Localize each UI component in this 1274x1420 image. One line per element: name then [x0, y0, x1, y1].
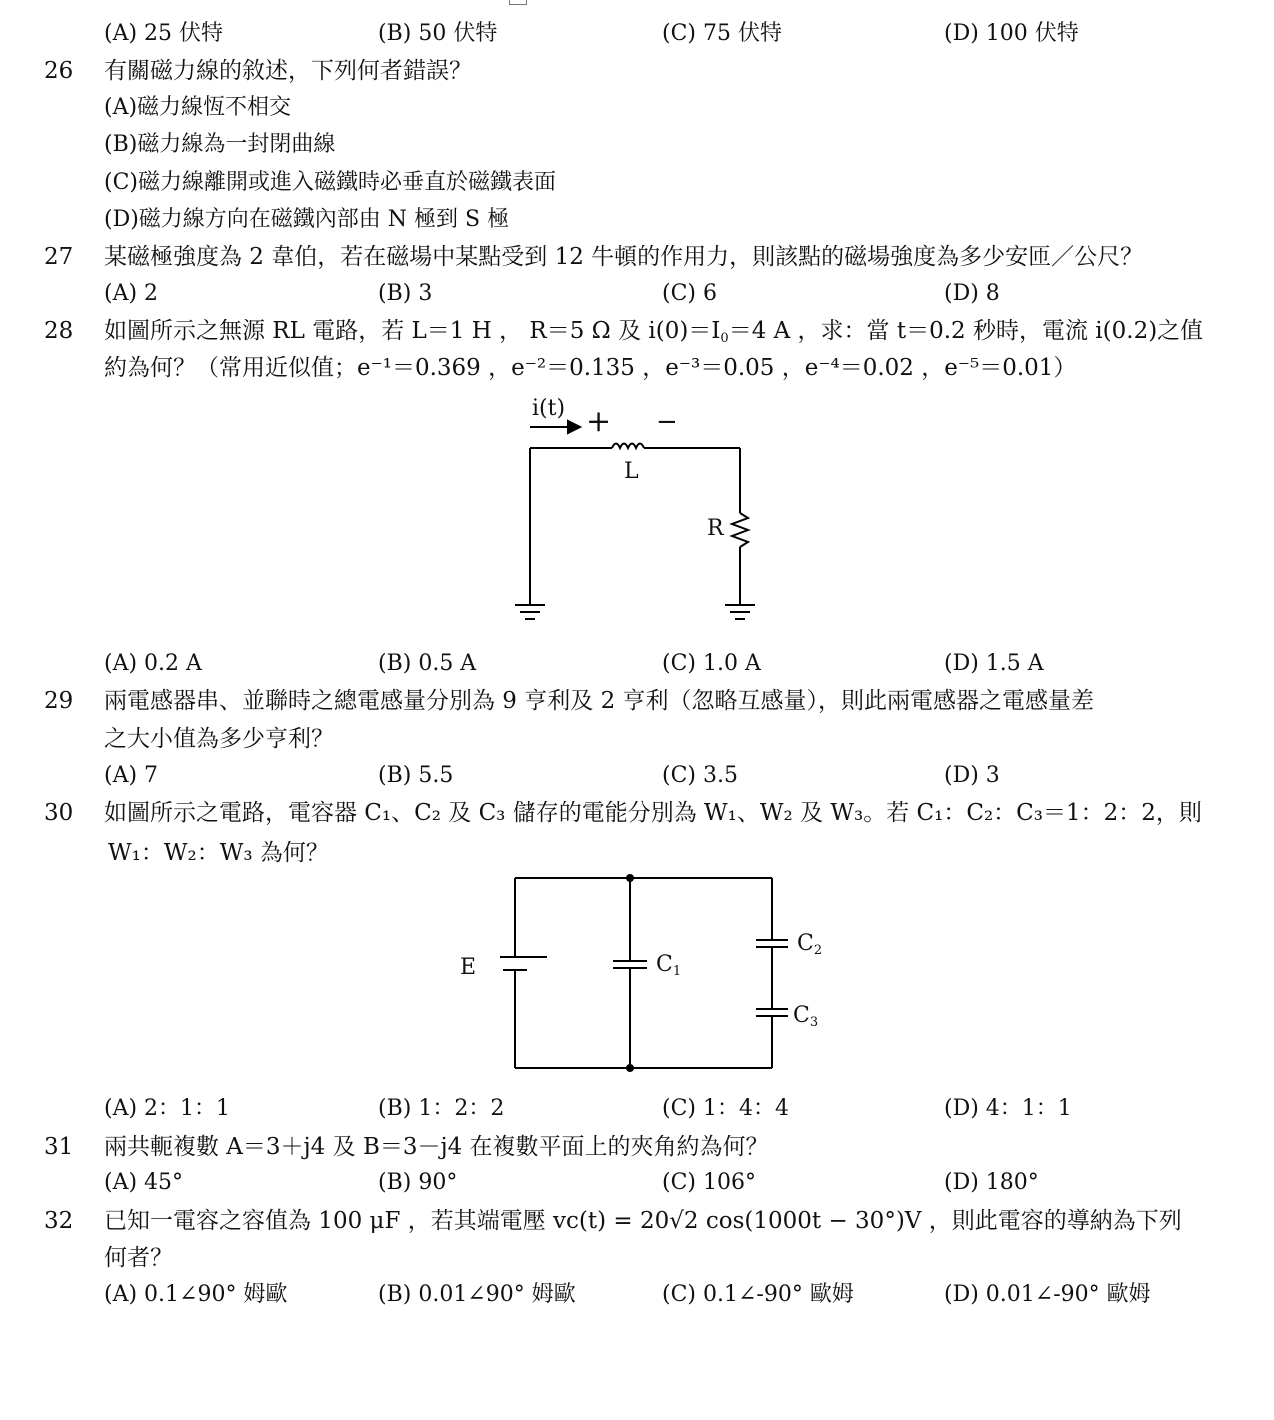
q26-option-a[interactable]: (A)磁力線恆不相交 [104, 95, 292, 120]
stem-text: ＝4 A ，求：當 t＝0.2 秒時，電流 i(0.2)之值 [728, 318, 1204, 344]
q31-option-a[interactable]: (A) 45° [104, 1170, 184, 1195]
q30-option-a[interactable]: (A) 2：1：1 [104, 1096, 231, 1121]
c1-subscript: 1 [672, 964, 682, 979]
q28-option-b[interactable]: (B) 0.5 A [378, 651, 477, 676]
subscript: 0 [720, 331, 729, 346]
c3-subscript: 3 [809, 1015, 819, 1030]
q31-option-c[interactable]: (C) 106° [662, 1170, 756, 1195]
question-stem-line-2: 約為何？（常用近似值；e⁻¹＝0.369 ，e⁻²＝0.135 ，e⁻³＝0.05 ，e⁻⁴＝0.02 ，e⁻⁵＝0.01） [104, 355, 1077, 381]
q26-option-b[interactable]: (B)磁力線為一封閉曲線 [104, 132, 336, 157]
question-stem-line-1: 已知一電容之容值為 100 μF ，若其端電壓 vc(t) = 20√2 cos(1000t − 30°)V ，則此電容的導納為下列 [104, 1208, 1182, 1234]
q29-option-c[interactable]: (C) 3.5 [662, 763, 738, 788]
q29-option-b[interactable]: (B) 5.5 [378, 763, 454, 788]
q29-option-d[interactable]: (D) 3 [944, 763, 1000, 788]
c2-label [797, 932, 822, 963]
inductor-label: L [624, 459, 639, 484]
q29-option-a[interactable]: (A) 7 [104, 763, 159, 788]
q32-option-c[interactable]: (C) 0.1∠-90° 歐姆 [662, 1282, 854, 1307]
q27-option-d[interactable]: (D) 8 [944, 281, 1000, 306]
c3-label [793, 1004, 818, 1035]
q28-option-d[interactable]: (D) 1.5 A [944, 651, 1044, 676]
question-stem: 某磁極強度為 2 韋伯，若在磁場中某點受到 12 牛頓的作用力，則該點的磁場強度為多少安匝／公尺？ [104, 244, 1144, 270]
minus-sign: − [656, 407, 678, 437]
capacitor-circuit-diagram [500, 868, 790, 1078]
q27-option-c[interactable]: (C) 6 [662, 281, 717, 306]
q26-option-c[interactable]: (C)磁力線離開或進入磁鐵時必垂直於磁鐵表面 [104, 170, 557, 195]
q27-option-b[interactable]: (B) 3 [378, 281, 433, 306]
inductor-coil [612, 444, 644, 449]
rl-circuit-diagram [500, 395, 790, 635]
page-top-mark [509, 0, 527, 5]
q28-option-c[interactable]: (C) 1.0 A [662, 651, 761, 676]
c2-subscript: 2 [813, 943, 823, 958]
q30-option-b[interactable]: (B) 1：2：2 [378, 1096, 505, 1121]
q30-option-d[interactable]: (D) 4：1：1 [944, 1096, 1072, 1121]
stem-text: 如圖所示之無源 RL 電路，若 L＝1 H ， R＝5 Ω 及 i(0)＝I [104, 318, 721, 344]
resistor-zigzag [732, 513, 748, 547]
q27-option-a[interactable]: (A) 2 [104, 281, 159, 306]
current-arrow-head [568, 421, 580, 433]
question-number: 30 [44, 800, 74, 826]
question-stem-line-2: 之大小值為多少亨利？ [104, 726, 334, 752]
current-label: i(t) [532, 396, 566, 421]
resistor-label: R [707, 516, 724, 541]
question-stem-line-1 [104, 316, 1203, 354]
question-number: 27 [44, 244, 74, 270]
q32-option-b[interactable]: (B) 0.01∠90° 姆歐 [378, 1282, 576, 1307]
question-stem-line-2: 何者？ [104, 1245, 173, 1271]
question-stem-line-1: 兩電感器串、並聯時之總電感量分別為 9 亨利及 2 亨利（忽略互感量），則此兩電感器之電感量差 [104, 688, 1095, 714]
c3-letter: C [793, 1003, 810, 1028]
question-number: 31 [44, 1134, 74, 1160]
question-stem-line-1: 如圖所示之電路，電容器 C₁、C₂ 及 C₃ 儲存的電能分別為 W₁、W₂ 及 W₃。若 C₁：C₂：C₃＝1：2：2，則 [104, 800, 1202, 826]
q25-option-d[interactable]: (D) 100 伏特 [944, 21, 1079, 46]
q30-option-c[interactable]: (C) 1：4：4 [662, 1096, 789, 1121]
q25-option-b[interactable]: (B) 50 伏特 [378, 21, 498, 46]
question-number: 26 [44, 58, 74, 84]
source-label: E [460, 955, 477, 980]
q28-option-a[interactable]: (A) 0.2 A [104, 651, 202, 676]
q31-option-d[interactable]: (D) 180° [944, 1170, 1039, 1195]
q25-option-c[interactable]: (C) 75 伏特 [662, 21, 782, 46]
c1-label [656, 953, 681, 984]
junction-bottom [626, 1064, 634, 1072]
question-number: 32 [44, 1208, 74, 1234]
question-stem: 有關磁力線的敘述，下列何者錯誤？ [104, 58, 472, 84]
c2-letter: C [797, 931, 814, 956]
q31-option-b[interactable]: (B) 90° [378, 1170, 458, 1195]
q32-option-a[interactable]: (A) 0.1∠90° 姆歐 [104, 1282, 288, 1307]
plus-sign: + [586, 404, 612, 439]
q32-option-d[interactable]: (D) 0.01∠-90° 歐姆 [944, 1282, 1151, 1307]
c1-letter: C [656, 952, 673, 977]
question-stem-line-2: W₁：W₂：W₃ 為何？ [108, 840, 329, 866]
q26-option-d[interactable]: (D)磁力線方向在磁鐵內部由 N 極到 S 極 [104, 207, 510, 232]
question-number: 29 [44, 688, 74, 714]
junction-top [626, 874, 634, 882]
question-number: 28 [44, 318, 74, 344]
q25-option-a[interactable]: (A) 25 伏特 [104, 21, 224, 46]
question-stem: 兩共軛複數 A＝3＋j4 及 B＝3－j4 在複數平面上的夾角約為何？ [104, 1134, 769, 1160]
